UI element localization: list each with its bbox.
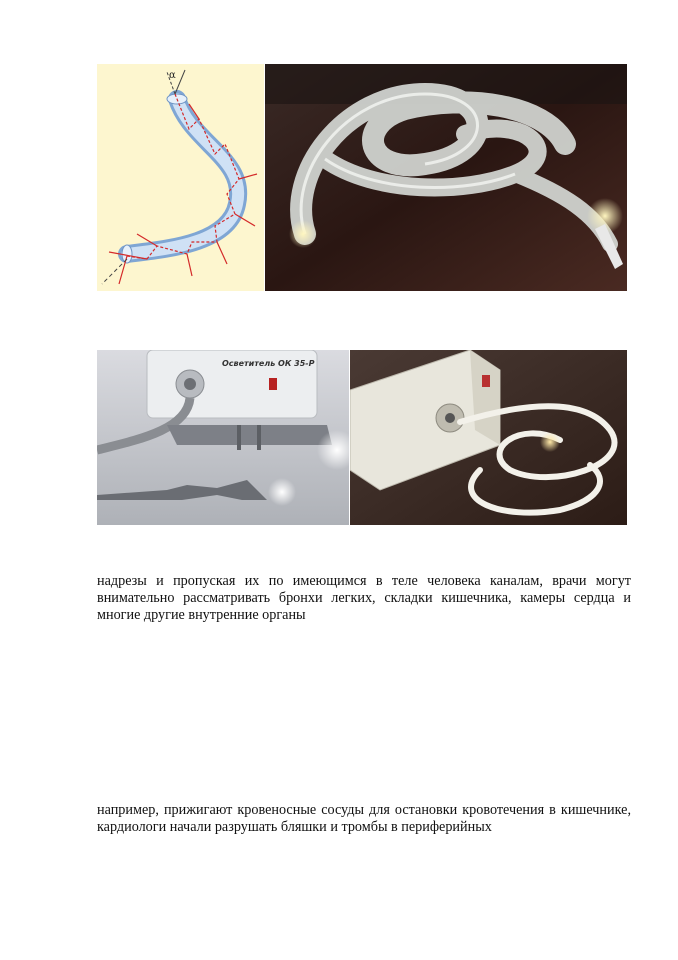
device-label-left: Осветитель ОК 35-Р (222, 359, 315, 368)
fiber-bundle-photo (265, 64, 627, 291)
angle-alpha-label: α (169, 70, 176, 81)
illuminator-instruments-photo (97, 350, 349, 525)
paragraph-1: надрезы и пропуская их по имеющимся в теле человека каналам, врачи могут внимательно рассматривать бронхи легких, складки кишечника, камеры сердца и многие другие внутренние органы (97, 573, 631, 624)
fiber-diagram-image (97, 64, 264, 291)
paragraph-2: например, прижигают кровеносные сосуды для остановки кровотечения в кишечнике, кардиологи начали разрушать бляшки и тромбы в периферийных (97, 802, 631, 836)
illuminator-cable-photo (350, 350, 627, 525)
